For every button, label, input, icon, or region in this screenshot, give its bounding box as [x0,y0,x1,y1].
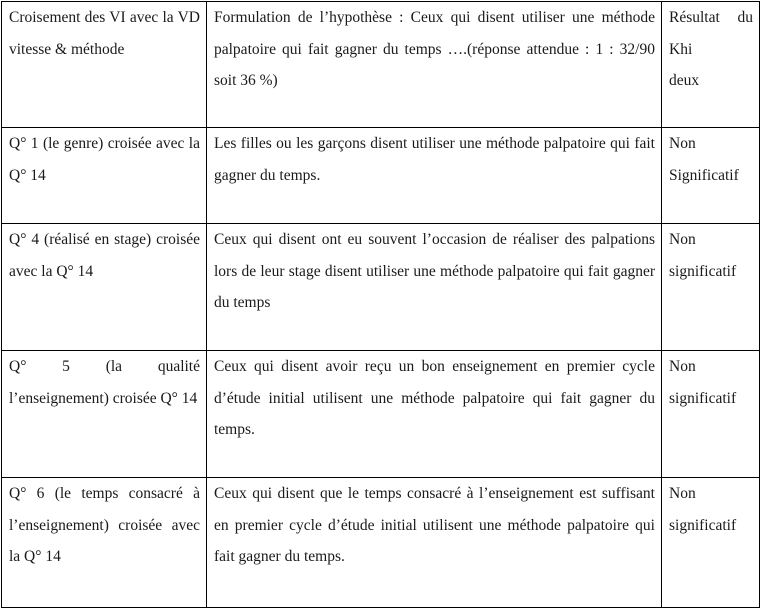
result-text: Non Significatif [669,135,739,184]
header-crossing-text: Croisement des VI avec la VD vitesse & méthode [9,9,200,58]
crossing-cell [2,351,207,478]
header-result-text-last: deux [669,72,700,89]
table-row [2,478,760,608]
hypothesis-cell [207,351,662,478]
header-result-text: Résultat du Khi [669,9,753,58]
table-header-row [2,2,760,128]
crossing-text: Q° 5 (la qualité l’enseignement) croisée Q° 14 [9,358,200,407]
hypothesis-text: Ceux qui disent avoir reçu un bon enseignement en premier cycle d’étude initial utilisent une méthode palpatoire qui fait gagner du temps. [214,358,655,438]
crossing-cell [2,478,207,608]
result-cell [662,478,760,608]
hypothesis-text: Ceux qui disent ont eu souvent l’occasion de réaliser des palpations lors de leur stage disent utiliser une méthode palpatoire qui fait gagner du temps [214,231,655,311]
result-cell [662,128,760,224]
hypothesis-table [1,1,760,608]
header-crossing-cell [2,2,207,128]
header-result-cell [662,2,760,128]
result-text: Non significatif [669,485,737,534]
result-text: Non significatif [669,231,737,280]
header-hypothesis-cell [207,2,662,128]
table-row [2,224,760,351]
result-cell [662,224,760,351]
crossing-cell [2,128,207,224]
hypothesis-cell [207,128,662,224]
result-cell [662,351,760,478]
crossing-cell [2,224,207,351]
table-row [2,128,760,224]
result-text: Non significatif [669,358,737,407]
crossing-text: Q° 4 (réalisé en stage) croisée avec la Q° 14 [9,231,200,280]
table-row [2,351,760,478]
crossing-text: Q° 1 (le genre) croisée avec la Q° 14 [9,135,200,184]
crossing-text: Q° 6 (le temps consacré à l’enseignement) croisée avec la Q° 14 [9,485,200,565]
hypothesis-cell [207,224,662,351]
hypothesis-text: Ceux qui disent que le temps consacré à l’enseignement est suffisant en premier cycle d’étude initial utilisent une méthode palpatoire qui fait gagner du temps. [214,485,655,565]
header-hypothesis-text: Formulation de l’hypothèse : Ceux qui disent utiliser une méthode palpatoire qui fait gagner du temps ….(réponse attendue : 1 : 32/90 soit 36 %) [214,9,655,89]
hypothesis-text: Les filles ou les garçons disent utiliser une méthode palpatoire qui fait gagner du temps. [214,135,655,184]
hypothesis-cell [207,478,662,608]
